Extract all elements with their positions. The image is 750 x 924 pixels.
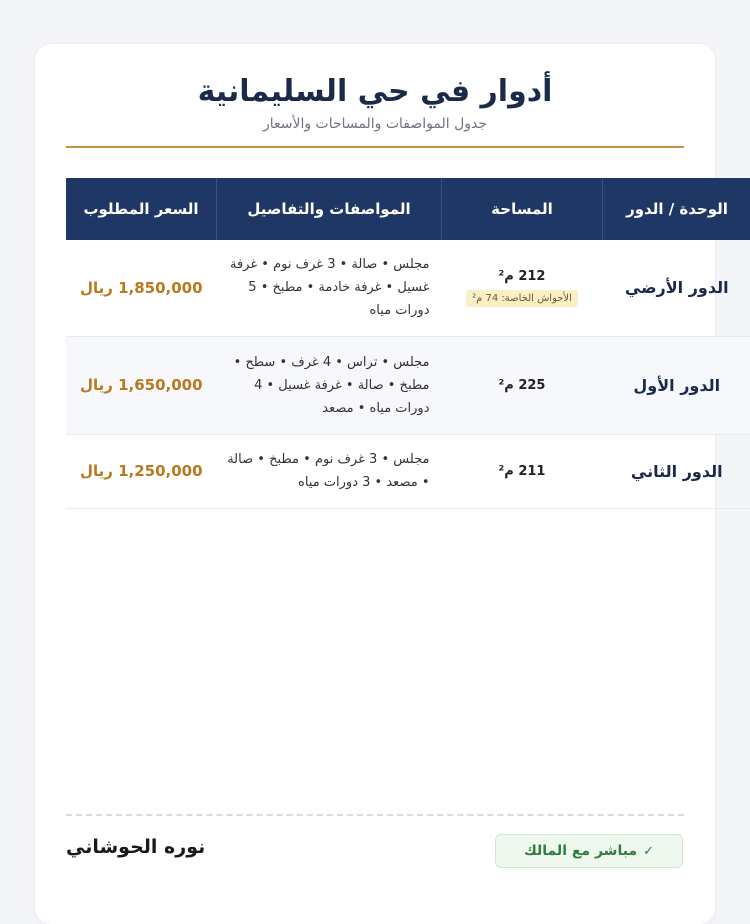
unit-cell: الدور الثاني	[603, 434, 750, 508]
area-cell	[442, 434, 603, 508]
price-cell: 1,650,000 ريال	[66, 336, 217, 434]
title-divider	[66, 146, 684, 148]
area-value: 211 م²	[452, 464, 593, 479]
column-header-price: السعر المطلوب	[66, 178, 217, 240]
specs-table	[66, 178, 750, 509]
area-cell	[442, 336, 603, 434]
price-cell: 1,850,000 ريال	[66, 240, 217, 336]
page-title: أدوار في حي السليمانية	[35, 74, 715, 109]
listing-card	[35, 44, 715, 924]
check-icon: ✓	[643, 844, 654, 859]
unit-cell: الدور الأول	[603, 336, 750, 434]
area-cell	[442, 240, 603, 336]
column-header-area: المساحة	[442, 178, 603, 240]
direct-owner-badge	[495, 834, 683, 868]
table-row	[66, 336, 750, 434]
badge-label: مباشر مع المالك	[524, 843, 637, 859]
column-header-specs: المواصفات والتفاصيل	[217, 178, 442, 240]
specs-cell: مجلس • 3 غرف نوم • مطبخ • صالة • مصعد • 3 دورات مياه	[217, 434, 442, 508]
table-row	[66, 240, 750, 336]
column-header-unit: الوحدة / الدور	[603, 178, 750, 240]
page-subtitle: جدول المواصفات والمساحات والأسعار	[35, 116, 715, 132]
price-cell: 1,250,000 ريال	[66, 434, 217, 508]
agent-name: نوره الحوشاني	[66, 836, 205, 858]
footer-divider	[66, 814, 684, 816]
table-header-row	[66, 178, 750, 240]
unit-cell: الدور الأرضي	[603, 240, 750, 336]
area-value: 225 م²	[452, 378, 593, 393]
specs-cell: مجلس • صالة • 3 غرف نوم • غرفة غسيل • غرفة خادمة • مطبخ • 5 دورات مياه	[217, 240, 442, 336]
specs-cell: مجلس • تراس • 4 غرف • سطح • مطبخ • صالة • غرفة غسيل • 4 دورات مياه • مصعد	[217, 336, 442, 434]
area-value: 212 م²	[452, 269, 593, 284]
table-row	[66, 434, 750, 508]
area-note-badge: الأحواش الخاصة: 74 م²	[466, 290, 578, 307]
